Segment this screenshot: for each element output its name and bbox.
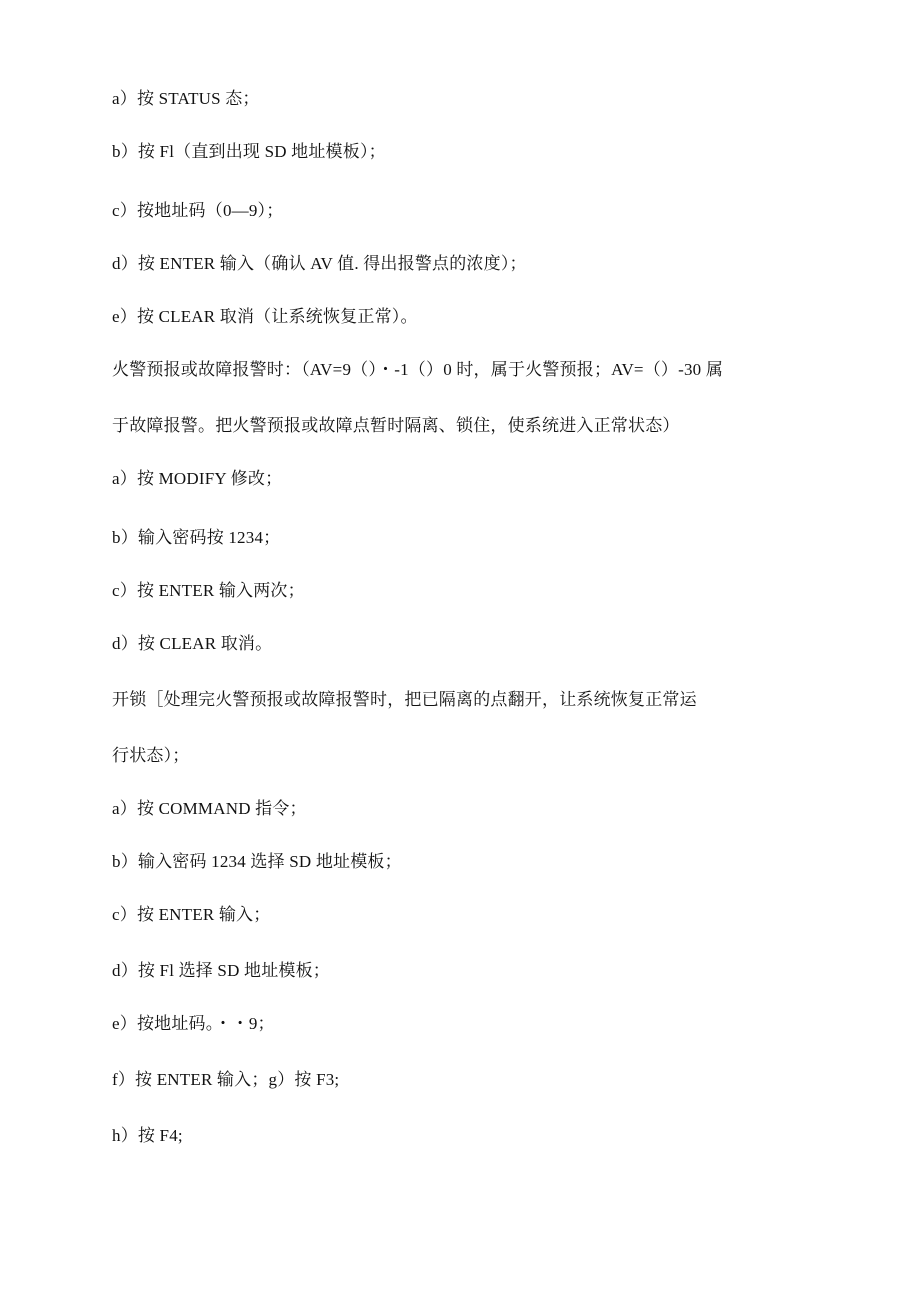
section-heading-fire-alarm: 火警预报或故障报警时：（AV=9（）・-1（）0 时，属于火警预报；AV=（）-30 属 (112, 360, 724, 379)
step-a-command: a）按 COMMAND 指令； (112, 799, 307, 818)
step-d-clear: d）按 CLEAR 取消。 (112, 634, 273, 653)
step-f-g-enter-f3: f）按 ENTER 输入；g）按 F3; (112, 1070, 340, 1089)
step-h-f4: h）按 F4; (112, 1126, 183, 1145)
step-c-address-code: c）按地址码（0—9）； (112, 201, 284, 220)
step-d-f1-select: d）按 Fl 选择 SD 地址模板； (112, 961, 331, 980)
section-heading-unlock: 开锁［处理完火警预报或故障报警时，把已隔离的点翻开，让系统恢复正常运 (112, 690, 697, 709)
step-a-status: a）按 STATUS 态； (112, 89, 260, 108)
step-e-clear-cancel: e）按 CLEAR 取消（让系统恢复正常）。 (112, 307, 418, 326)
step-b-f1-sd-template: b）按 Fl（直到出现 SD 地址模板）； (112, 142, 386, 161)
step-c-enter: c）按 ENTER 输入； (112, 905, 271, 924)
step-b-password-select: b）输入密码 1234 选择 SD 地址模板； (112, 852, 402, 871)
step-c-enter-twice: c）按 ENTER 输入两次； (112, 581, 305, 600)
section-heading-unlock-cont: 行状态）； (112, 746, 190, 765)
step-e-address-code: e）按地址码。・・9； (112, 1014, 275, 1033)
step-a-modify: a）按 MODIFY 修改； (112, 469, 283, 488)
step-d-enter-confirm: d）按 ENTER 输入（确认 AV 值. 得出报警点的浓度）； (112, 254, 527, 273)
step-b-password: b）输入密码按 1234； (112, 528, 281, 547)
section-heading-fire-alarm-cont: 于故障报警。把火警预报或故障点暂时隔离、锁住，使系统进入正常状态） (112, 416, 680, 435)
